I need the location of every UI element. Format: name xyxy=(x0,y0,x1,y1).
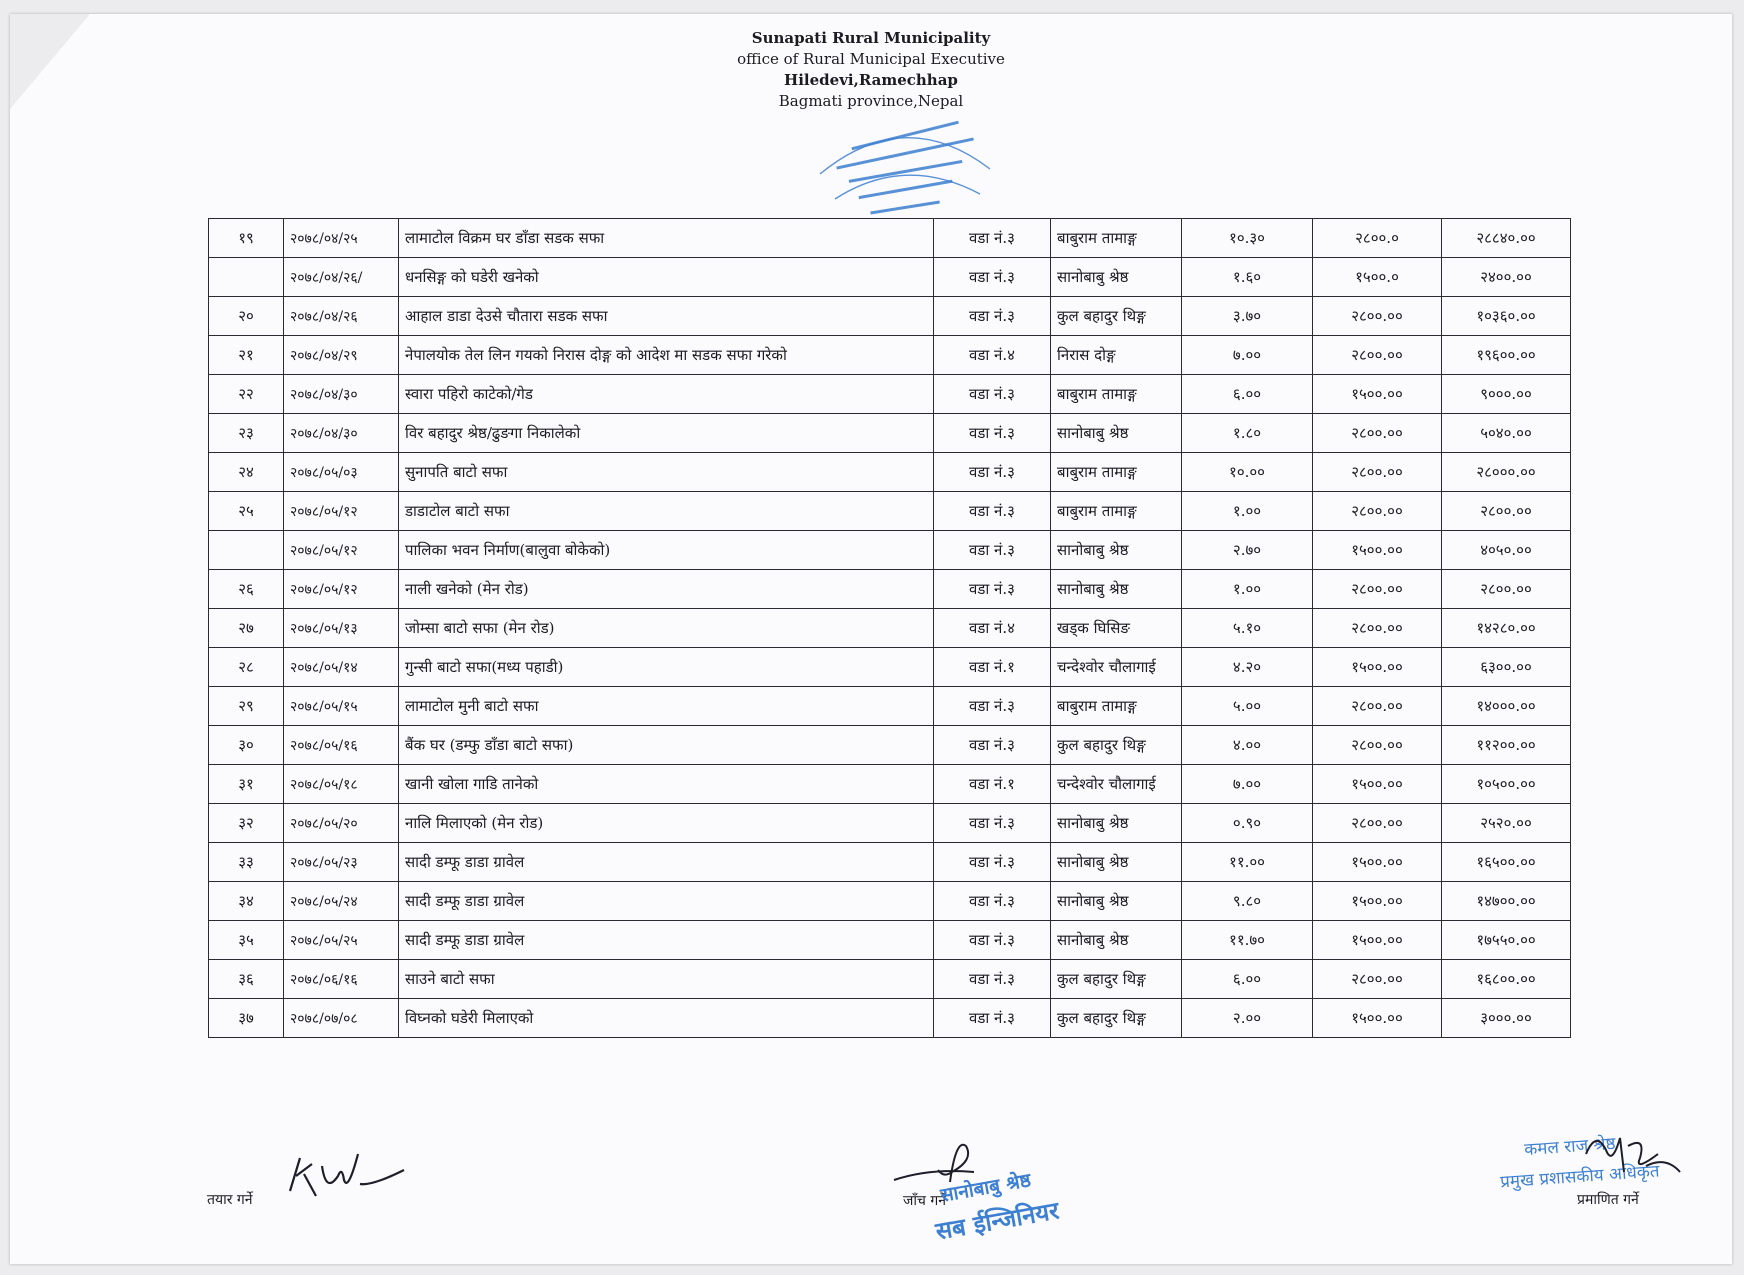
worker-name-cell: बाबुराम तामाङ्ग xyxy=(1051,219,1182,258)
quantity-cell: ७.०० xyxy=(1182,336,1313,375)
table-row xyxy=(209,648,1571,687)
table-row xyxy=(209,804,1571,843)
rate-cell: १५००.०० xyxy=(1313,882,1442,921)
quantity-cell: १०.३० xyxy=(1182,219,1313,258)
serial-number-cell: ३१ xyxy=(209,765,284,804)
ward-cell: वडा नं.३ xyxy=(934,882,1051,921)
worker-name-cell: चन्देश्वोर चौलागाई xyxy=(1051,648,1182,687)
ward-cell: वडा नं.१ xyxy=(934,765,1051,804)
worker-name-cell: खड्क घिसिङ xyxy=(1051,609,1182,648)
quantity-cell: ७.०० xyxy=(1182,765,1313,804)
worker-name-cell: बाबुराम तामाङ्ग xyxy=(1051,492,1182,531)
rate-cell: १५००.०० xyxy=(1313,999,1442,1038)
table-row xyxy=(209,921,1571,960)
serial-number-cell: ३६ xyxy=(209,960,284,999)
work-description-cell: विर बहादुर श्रेष्ठ/ढुङगा निकालेको xyxy=(399,414,934,453)
table-row xyxy=(209,726,1571,765)
office-name: office of Rural Municipal Executive xyxy=(737,50,1005,68)
ledger-body xyxy=(209,219,1571,1038)
serial-number-cell: २० xyxy=(209,297,284,336)
rate-cell: २८००.०० xyxy=(1313,960,1442,999)
rate-cell: २८००.० xyxy=(1313,219,1442,258)
work-description-cell: साउने बाटो सफा xyxy=(399,960,934,999)
work-description-cell: नाली खनेको (मेन रोड) xyxy=(399,570,934,609)
worker-name-cell: बाबुराम तामाङ्ग xyxy=(1051,687,1182,726)
municipal-seal-stamp xyxy=(810,114,1000,224)
amount-cell: २८००.०० xyxy=(1442,570,1571,609)
date-cell: २०७८/०४/३० xyxy=(284,414,399,453)
amount-cell: २८८४०.०० xyxy=(1442,219,1571,258)
ward-cell: वडा नं.३ xyxy=(934,999,1051,1038)
ward-cell: वडा नं.३ xyxy=(934,531,1051,570)
rate-cell: १५००.०० xyxy=(1313,648,1442,687)
work-description-cell: सुनापति बाटो सफा xyxy=(399,453,934,492)
quantity-cell: ४.०० xyxy=(1182,726,1313,765)
table-row xyxy=(209,297,1571,336)
rate-cell: २८००.०० xyxy=(1313,804,1442,843)
table-row xyxy=(209,609,1571,648)
quantity-cell: ६.०० xyxy=(1182,375,1313,414)
table-row xyxy=(209,882,1571,921)
document-page xyxy=(10,14,1732,1264)
rate-cell: २८००.०० xyxy=(1313,492,1442,531)
ward-cell: वडा नं.३ xyxy=(934,921,1051,960)
amount-cell: २८००.०० xyxy=(1442,492,1571,531)
work-description-cell: डाडाटोल बाटो सफा xyxy=(399,492,934,531)
serial-number-cell: २८ xyxy=(209,648,284,687)
serial-number-cell: ३४ xyxy=(209,882,284,921)
date-cell: २०७८/०५/२५ xyxy=(284,921,399,960)
amount-cell: १४२८०.०० xyxy=(1442,609,1571,648)
table-row xyxy=(209,765,1571,804)
ward-cell: वडा नं.३ xyxy=(934,804,1051,843)
date-cell: २०७८/०५/१४ xyxy=(284,648,399,687)
rate-cell: २८००.०० xyxy=(1313,570,1442,609)
ward-cell: वडा नं.३ xyxy=(934,453,1051,492)
quantity-cell: १.०० xyxy=(1182,492,1313,531)
rate-cell: २८००.०० xyxy=(1313,687,1442,726)
rate-cell: १५००.०० xyxy=(1313,843,1442,882)
work-description-cell: आहाल डाडा देउसे चौतारा सडक सफा xyxy=(399,297,934,336)
amount-cell: १९६००.०० xyxy=(1442,336,1571,375)
worker-name-cell: सानोबाबु श्रेष्ठ xyxy=(1051,843,1182,882)
amount-cell: ९०००.०० xyxy=(1442,375,1571,414)
date-cell: २०७८/०४/२५ xyxy=(284,219,399,258)
ward-cell: वडा नं.३ xyxy=(934,297,1051,336)
work-description-cell: धनसिङ्ग को घडेरी खनेको xyxy=(399,258,934,297)
prepared-by-label: तयार गर्ने xyxy=(207,1192,253,1208)
work-description-cell: खानी खोला गाडि तानेको xyxy=(399,765,934,804)
serial-number-cell: २७ xyxy=(209,609,284,648)
ward-cell: वडा नं.३ xyxy=(934,219,1051,258)
quantity-cell: ५.१० xyxy=(1182,609,1313,648)
date-cell: २०७८/०५/१२ xyxy=(284,531,399,570)
serial-number-cell: २९ xyxy=(209,687,284,726)
quantity-cell: ३.७० xyxy=(1182,297,1313,336)
table-row xyxy=(209,258,1571,297)
work-description-cell: लामाटोल विक्रम घर डाँडा सडक सफा xyxy=(399,219,934,258)
rate-cell: २८००.०० xyxy=(1313,297,1442,336)
ward-cell: वडा नं.४ xyxy=(934,336,1051,375)
work-description-cell: लामाटोल मुनी बाटो सफा xyxy=(399,687,934,726)
work-description-cell: पालिका भवन निर्माण(बालुवा बोकेको) xyxy=(399,531,934,570)
ward-cell: वडा नं.३ xyxy=(934,843,1051,882)
quantity-cell: १.०० xyxy=(1182,570,1313,609)
work-description-cell: जोम्सा बाटो सफा (मेन रोड) xyxy=(399,609,934,648)
amount-cell: ५०४०.०० xyxy=(1442,414,1571,453)
serial-number-cell: ३३ xyxy=(209,843,284,882)
amount-cell: १०३६०.०० xyxy=(1442,297,1571,336)
work-ledger-table xyxy=(208,218,1571,1038)
table-row xyxy=(209,570,1571,609)
worker-name-cell: सानोबाबु श्रेष्ठ xyxy=(1051,804,1182,843)
table-row xyxy=(209,999,1571,1038)
rate-cell: १५००.०० xyxy=(1313,375,1442,414)
worker-name-cell: निरास दोङ्ग xyxy=(1051,336,1182,375)
worker-name-cell: सानोबाबु श्रेष्ठ xyxy=(1051,882,1182,921)
date-cell: २०७८/०५/१२ xyxy=(284,492,399,531)
work-description-cell: सादी डम्फू डाडा ग्रावेल xyxy=(399,921,934,960)
ward-cell: वडा नं.४ xyxy=(934,609,1051,648)
amount-cell: १६८००.०० xyxy=(1442,960,1571,999)
serial-number-cell: २२ xyxy=(209,375,284,414)
amount-cell: २८०००.०० xyxy=(1442,453,1571,492)
prepared-by-signature xyxy=(282,1136,412,1206)
quantity-cell: ०.९० xyxy=(1182,804,1313,843)
rate-cell: २८००.०० xyxy=(1313,336,1442,375)
checker-stamp-name: सानोबाबु श्रेष्ठ xyxy=(938,1169,1033,1207)
worker-name-cell: सानोबाबु श्रेष्ठ xyxy=(1051,414,1182,453)
serial-number-cell: २५ xyxy=(209,492,284,531)
amount-cell: १६५००.०० xyxy=(1442,843,1571,882)
rate-cell: २८००.०० xyxy=(1313,726,1442,765)
date-cell: २०७८/०४/३० xyxy=(284,375,399,414)
table-row xyxy=(209,531,1571,570)
quantity-cell: ९.८० xyxy=(1182,882,1313,921)
serial-number-cell: ३० xyxy=(209,726,284,765)
amount-cell: ६३००.०० xyxy=(1442,648,1571,687)
date-cell: २०७८/०५/१८ xyxy=(284,765,399,804)
worker-name-cell: कुल बहादुर थिङ्ग xyxy=(1051,960,1182,999)
work-description-cell: नालि मिलाएको (मेन रोड) xyxy=(399,804,934,843)
work-description-cell: स्वारा पहिरो काटेको/गेड xyxy=(399,375,934,414)
ward-cell: वडा नं.३ xyxy=(934,414,1051,453)
date-cell: २०७८/०४/२६ xyxy=(284,297,399,336)
work-description-cell: विघ्नको घडेरी मिलाएको xyxy=(399,999,934,1038)
date-cell: २०७८/०५/०३ xyxy=(284,453,399,492)
ward-cell: वडा नं.३ xyxy=(934,258,1051,297)
office-location: Hiledevi,Ramechhap xyxy=(784,71,958,89)
rate-cell: २८००.०० xyxy=(1313,414,1442,453)
ward-cell: वडा नं.३ xyxy=(934,960,1051,999)
table-row xyxy=(209,687,1571,726)
amount-cell: ३०००.०० xyxy=(1442,999,1571,1038)
approver-stamp-title: प्रमुख प्रशासकीय अधिकृत xyxy=(1499,1161,1661,1193)
date-cell: २०७८/०५/१३ xyxy=(284,609,399,648)
serial-number-cell: २१ xyxy=(209,336,284,375)
date-cell: २०७८/०७/०८ xyxy=(284,999,399,1038)
quantity-cell: २.०० xyxy=(1182,999,1313,1038)
amount-cell: ११२००.०० xyxy=(1442,726,1571,765)
serial-number-cell: २३ xyxy=(209,414,284,453)
serial-number-cell: २४ xyxy=(209,453,284,492)
work-description-cell: सादी डम्फू डाडा ग्रावेल xyxy=(399,843,934,882)
date-cell: २०७८/०४/२६/ xyxy=(284,258,399,297)
quantity-cell: ६.०० xyxy=(1182,960,1313,999)
checker-stamp-title: सब ईन्जिनियर xyxy=(933,1196,1062,1246)
amount-cell: ४०५०.०० xyxy=(1442,531,1571,570)
worker-name-cell: बाबुराम तामाङ्ग xyxy=(1051,453,1182,492)
table-row xyxy=(209,336,1571,375)
table-row xyxy=(209,453,1571,492)
ward-cell: वडा नं.१ xyxy=(934,648,1051,687)
rate-cell: १५००.०० xyxy=(1313,765,1442,804)
worker-name-cell: कुल बहादुर थिङ्ग xyxy=(1051,999,1182,1038)
rate-cell: १५००.०० xyxy=(1313,531,1442,570)
quantity-cell: ११.७० xyxy=(1182,921,1313,960)
date-cell: २०७८/०५/२० xyxy=(284,804,399,843)
ward-cell: वडा नं.३ xyxy=(934,492,1051,531)
table-row xyxy=(209,492,1571,531)
serial-number-cell: २६ xyxy=(209,570,284,609)
quantity-cell: ११.०० xyxy=(1182,843,1313,882)
municipality-name: Sunapati Rural Municipality xyxy=(751,29,991,47)
ward-cell: वडा नं.३ xyxy=(934,687,1051,726)
worker-name-cell: चन्देश्वोर चौलागाई xyxy=(1051,765,1182,804)
serial-number-cell xyxy=(209,258,284,297)
amount-cell: १४०००.०० xyxy=(1442,687,1571,726)
rate-cell: २८००.०० xyxy=(1313,609,1442,648)
serial-number-cell: ३५ xyxy=(209,921,284,960)
amount-cell: २४००.०० xyxy=(1442,258,1571,297)
approved-by-label: प्रमाणित गर्ने xyxy=(1577,1192,1639,1208)
amount-cell: २५२०.०० xyxy=(1442,804,1571,843)
quantity-cell: ४.२० xyxy=(1182,648,1313,687)
approved-by-signature xyxy=(1576,1126,1686,1188)
quantity-cell: १.८० xyxy=(1182,414,1313,453)
date-cell: २०७८/०५/२४ xyxy=(284,882,399,921)
approver-stamp-name: कमल राज श्रेष्ठ xyxy=(1523,1133,1617,1161)
work-description-cell: गुन्सी बाटो सफा(मध्य पहाडी) xyxy=(399,648,934,687)
date-cell: २०७८/०५/१६ xyxy=(284,726,399,765)
quantity-cell: ५.०० xyxy=(1182,687,1313,726)
worker-name-cell: सानोबाबु श्रेष्ठ xyxy=(1051,531,1182,570)
date-cell: २०७८/०५/१२ xyxy=(284,570,399,609)
serial-number-cell xyxy=(209,531,284,570)
work-description-cell: नेपालयोक तेल लिन गयको निरास दोङ्ग को आदेश मा सडक सफा गरेको xyxy=(399,336,934,375)
ward-cell: वडा नं.३ xyxy=(934,375,1051,414)
table-row xyxy=(209,414,1571,453)
date-cell: २०७८/०४/२९ xyxy=(284,336,399,375)
quantity-cell: १.६० xyxy=(1182,258,1313,297)
worker-name-cell: बाबुराम तामाङ्ग xyxy=(1051,375,1182,414)
serial-number-cell: ३७ xyxy=(209,999,284,1038)
letterhead xyxy=(10,28,1732,112)
worker-name-cell: सानोबाबु श्रेष्ठ xyxy=(1051,570,1182,609)
work-description-cell: बैंक घर (डम्फु डाँडा बाटो सफा) xyxy=(399,726,934,765)
quantity-cell: १०.०० xyxy=(1182,453,1313,492)
amount-cell: १४७००.०० xyxy=(1442,882,1571,921)
worker-name-cell: कुल बहादुर थिङ्ग xyxy=(1051,297,1182,336)
ward-cell: वडा नं.३ xyxy=(934,726,1051,765)
date-cell: २०७८/०५/२३ xyxy=(284,843,399,882)
table-row xyxy=(209,219,1571,258)
worker-name-cell: सानोबाबु श्रेष्ठ xyxy=(1051,921,1182,960)
table-row xyxy=(209,843,1571,882)
checked-by-label: जाँच गर्ने xyxy=(903,1193,947,1209)
table-row xyxy=(209,960,1571,999)
date-cell: २०७८/०५/१५ xyxy=(284,687,399,726)
amount-cell: १०५००.०० xyxy=(1442,765,1571,804)
province-country: Bagmati province,Nepal xyxy=(778,92,964,110)
worker-name-cell: कुल बहादुर थिङ्ग xyxy=(1051,726,1182,765)
serial-number-cell: ३२ xyxy=(209,804,284,843)
rate-cell: १५००.० xyxy=(1313,258,1442,297)
date-cell: २०७८/०६/१६ xyxy=(284,960,399,999)
ward-cell: वडा नं.३ xyxy=(934,570,1051,609)
table-row xyxy=(209,375,1571,414)
quantity-cell: २.७० xyxy=(1182,531,1313,570)
amount-cell: १७५५०.०० xyxy=(1442,921,1571,960)
worker-name-cell: सानोबाबु श्रेष्ठ xyxy=(1051,258,1182,297)
rate-cell: १५००.०० xyxy=(1313,921,1442,960)
rate-cell: २८००.०० xyxy=(1313,453,1442,492)
serial-number-cell: १९ xyxy=(209,219,284,258)
work-description-cell: सादी डम्फू डाडा ग्रावेल xyxy=(399,882,934,921)
